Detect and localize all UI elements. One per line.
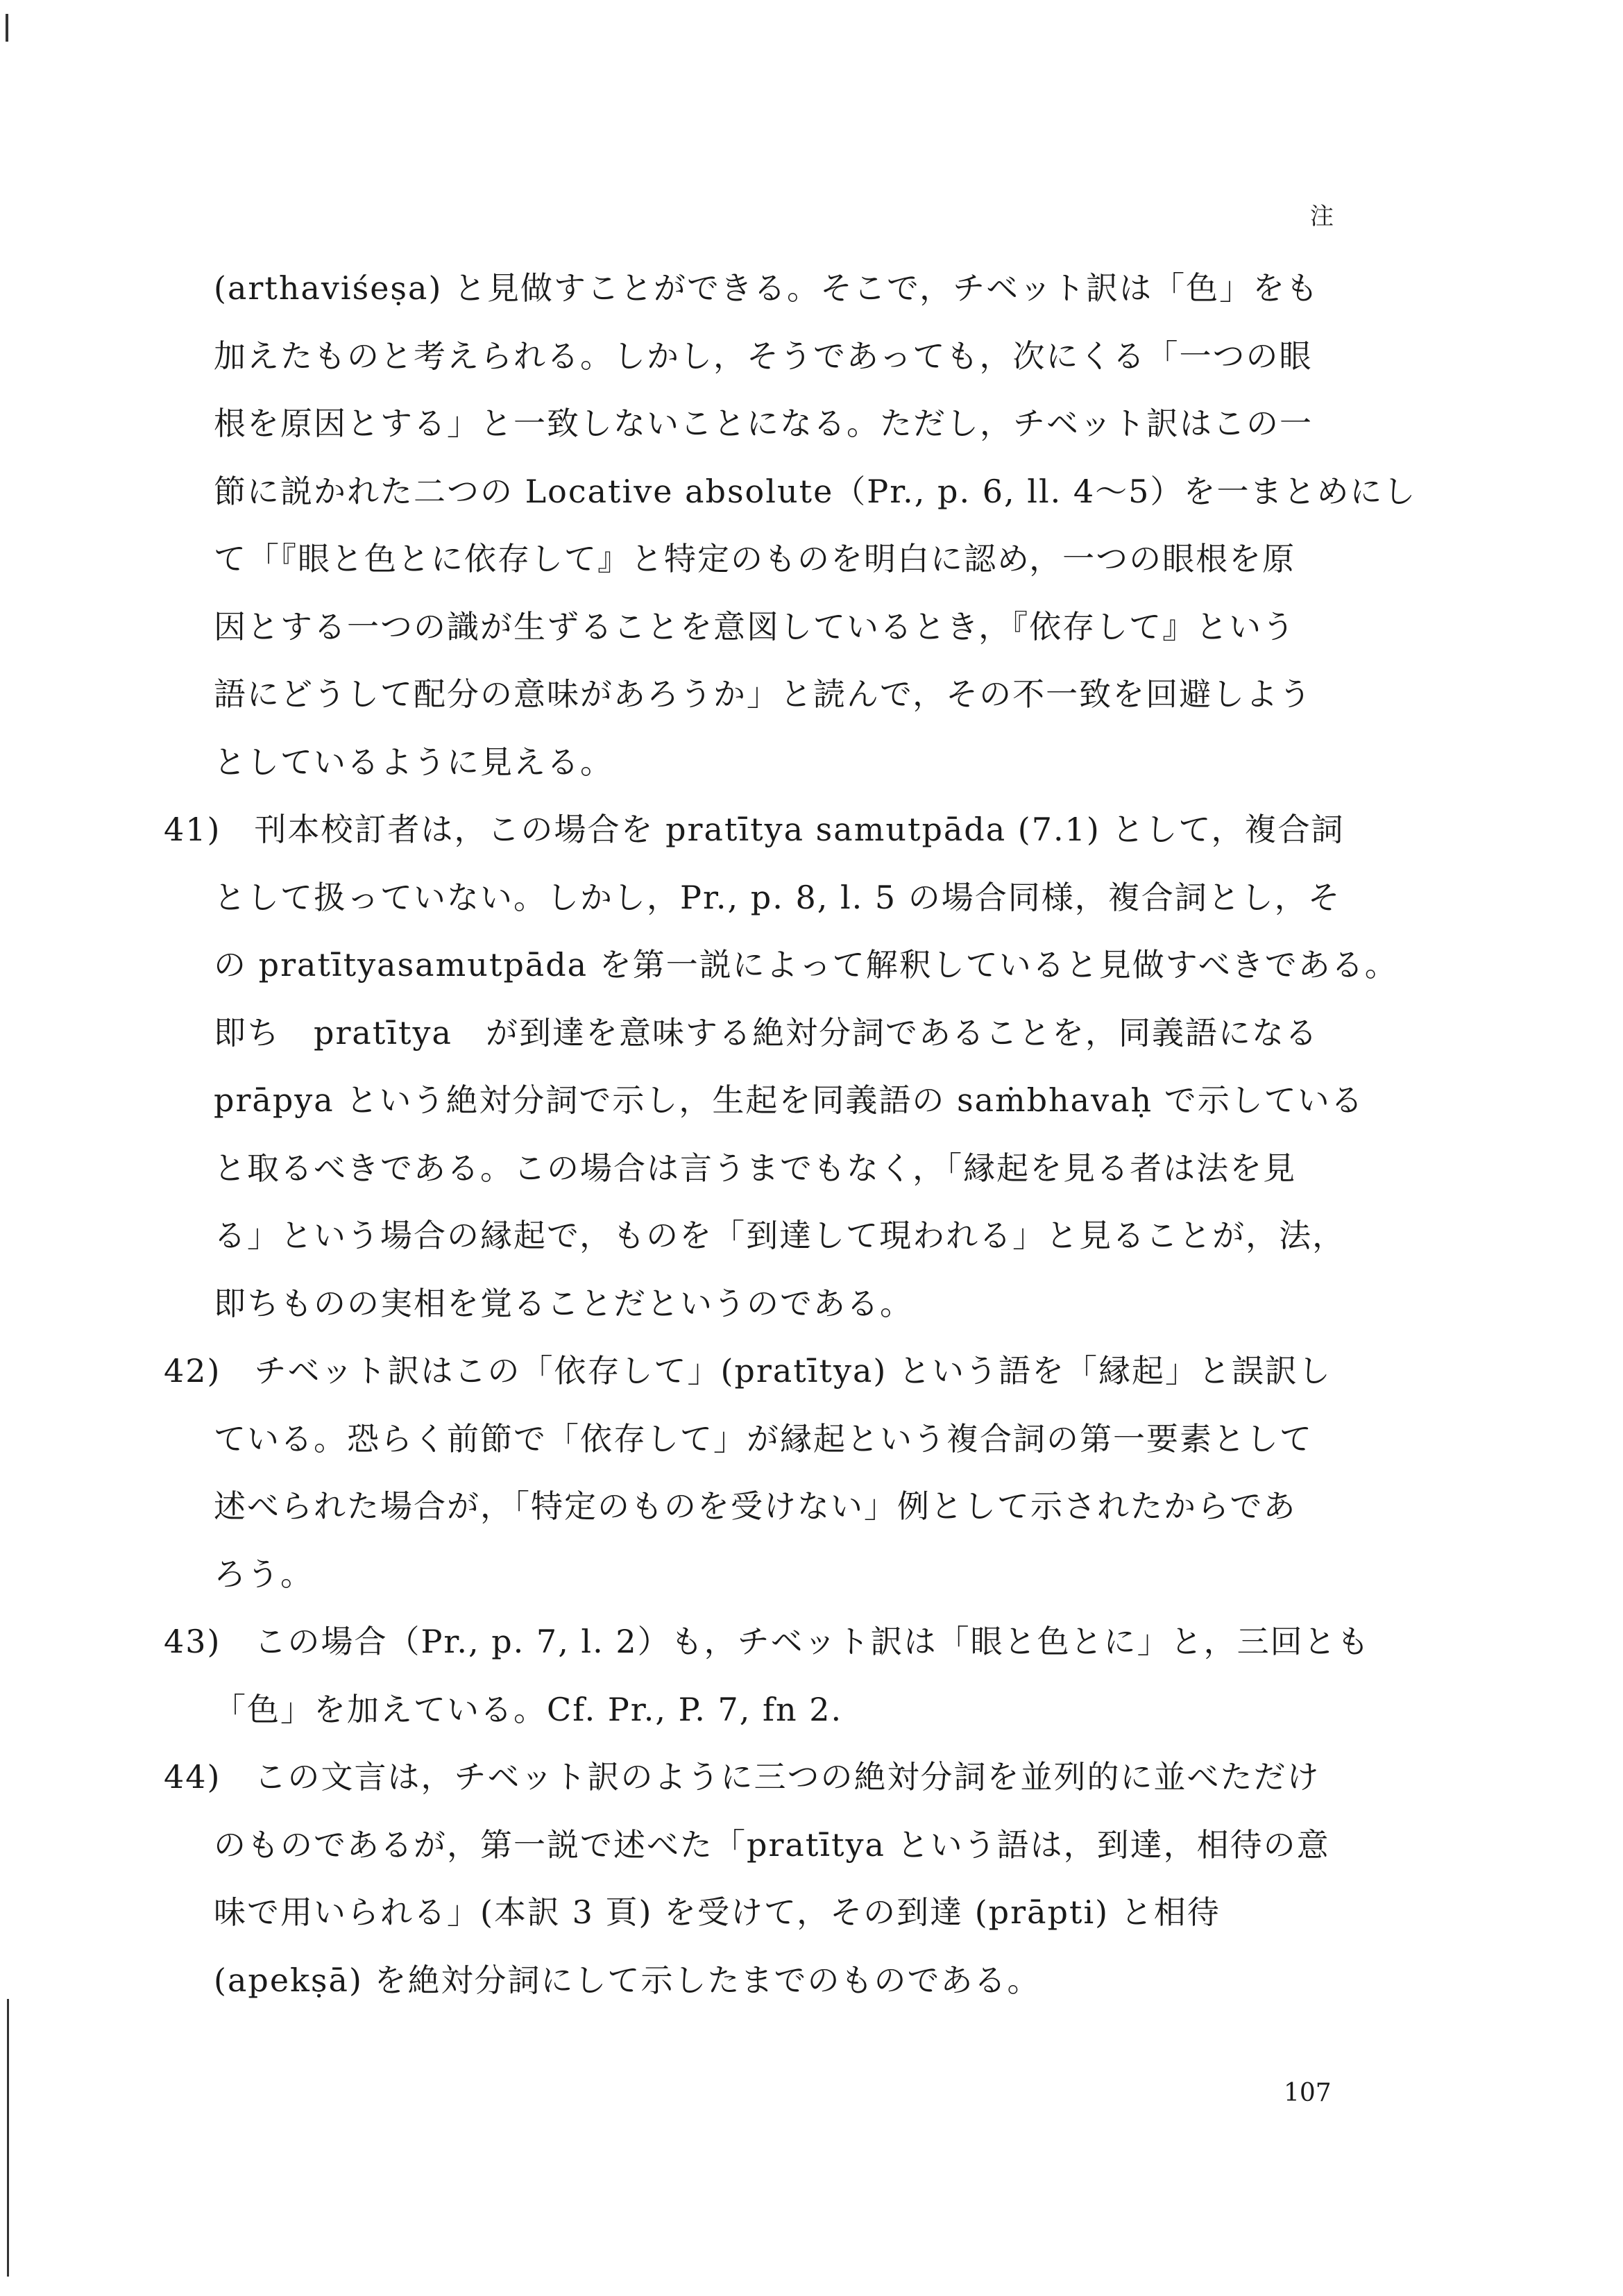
text-line: て「『眼と色とに依存して』と特定のものを明白に認め，一つの眼根を原: [214, 540, 1296, 577]
text-line: 「色」を加えている。Cf. Pr., P. 7, fn 2.: [214, 1691, 843, 1728]
page-number: 107: [1284, 2079, 1332, 2107]
text-line: prāpya という絶対分詞で示し，生起を同義語の saṁbhavaḥ で示している: [214, 1081, 1364, 1119]
text-line: 節に説かれた二つの Locative absolute（Pr., p. 6, ll. 4〜5）を一まとめにし: [214, 473, 1417, 510]
footnote-43: 43) この場合（Pr., p. 7, l. 2）も，チベット訳は「眼と色とに」と，三回とも: [164, 1623, 1370, 1660]
footnote-41: 41) 刊本校訂者は，この場合を pratītya samutpāda (7.1) として，複合詞: [164, 811, 1345, 848]
text-line: 述べられた場合が，「特定のものを受けない」例として示されたからであ: [214, 1487, 1297, 1525]
text-line: る」という場合の縁起で，ものを「到達して現われる」と見ることが，法，: [214, 1217, 1346, 1254]
text-line: の pratītyasamutpāda を第一説によって解釈していると見做すべきである。: [214, 946, 1398, 984]
footnote-44: 44) この文言は，チベット訳のように三つの絶対分詞を並列的に並べただけ: [164, 1758, 1320, 1796]
text-line: としているように見える。: [214, 743, 613, 781]
text-line: ている。恐らく前節で「依存して」が縁起という複合詞の第一要素として: [214, 1420, 1313, 1458]
text-line: として扱っていない。しかし，Pr., p. 8, l. 5 の場合同様，複合詞とし，そ: [214, 879, 1341, 916]
text-line: 根を原因とする」と一致しないことになる。ただし，チベット訳はこの一: [214, 405, 1313, 442]
text-line: 味で用いられる」(本訳 3 頁) を受けて，その到達 (prāpti) と相待: [214, 1893, 1221, 1931]
text-line: (arthaviśeṣa) と見做すことができる。そこで，チベット訳は「色」をも: [214, 269, 1320, 307]
scan-edge-mark: [7, 1999, 9, 2277]
text-line: 即ち pratītya が到達を意味する絶対分詞であることを，同義語になる: [214, 1014, 1318, 1052]
text-line: のものであるが，第一説で述べた「pratītya という語は，到達，相待の意: [214, 1826, 1330, 1864]
text-line: 即ちものの実相を覚ることだというのである。: [214, 1285, 913, 1322]
text-line: (apekṣā) を絶対分詞にして示したまでのものである。: [214, 1961, 1041, 1999]
text-line: 加えたものと考えられる。しかし，そうであっても，次にくる「一つの眼: [214, 337, 1313, 375]
running-header-note: 注: [1310, 203, 1334, 230]
text-line: 因とする一つの識が生ずることを意図しているとき，『依存して』という: [214, 608, 1296, 645]
footnote-42: 42) チベット訳はこの「依存して」(pratītya) という語を「縁起」と誤訳し: [164, 1352, 1332, 1390]
text-line: ろう。: [214, 1555, 314, 1593]
text-line: と取るべきである。この場合は言うまでもなく，「縁起を見る者は法を見: [214, 1149, 1297, 1187]
text-line: 語にどうして配分の意味があろうか」と読んで，その不一致を回避しよう: [214, 675, 1313, 713]
scan-edge-mark: [6, 14, 8, 42]
